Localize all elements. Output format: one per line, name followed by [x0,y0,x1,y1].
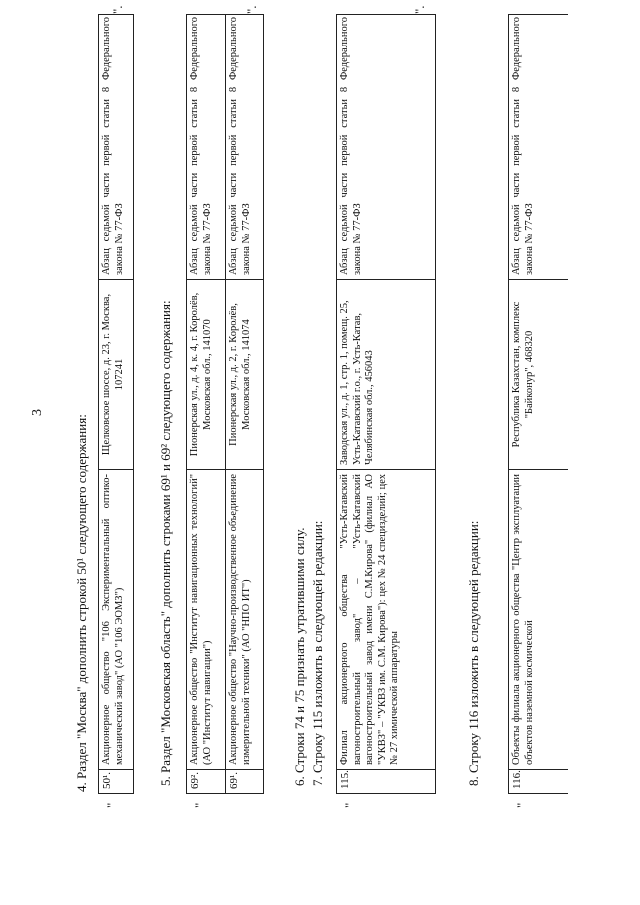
quote-close: ". [412,5,427,14]
item-6: 6. Строки 74 и 75 признать утратившими силу. [292,527,307,786]
item-7-heading: 7. Строку 115 изложить в следующей редакции: [310,520,325,786]
row-number: 115. [337,769,435,793]
item-5-heading: 5. Раздел "Московская область" дополнить строками 69¹ и 69² следующего содержания: [158,300,173,786]
legal-basis: Абзац седьмой части первой статьи 8 Федерального закона № 77-ФЗ [101,17,125,275]
org-name: Объекты филиала акционерного общества "Центр эксплуатации объектов наземной космической [509,469,568,769]
org-name: Акционерное общество "106 Экспериментальный оптико-механический завод" (АО "106 ЭОМЗ") [99,469,133,769]
org-address: Пионерская ул., д. 4, к. 4, г. Королёв, Московская обл., 141070 [187,279,263,469]
legal-basis: Абзац седьмой части первой статьи 8 Федерального закона № 77-ФЗ [189,17,213,275]
legal-basis: Абзац седьмой части первой статьи 8 Федерального закона № 77-ФЗ [339,17,363,275]
table-115 [336,14,436,794]
org-name: Филиал акционерного общества "Усть-Катавский вагоностроительный завод" – "Усть-Катавский вагоностроительный завод имени С.М.Кирова" (филиал АО "УКВЗ" – "УКВЗ им. С.М. Кирова"): цех № 24 специзделий; цех № 27 химической аппаратуры [337,469,435,769]
org-address: Заводская ул., д. 1, стр. 1, помещ. 25, Усть-Катавский г.о., г. Усть-Катав, Челябинская обл., 456043 [337,279,435,469]
item-4-heading: 4. Раздел "Москва" дополнить строкой 50¹ следующего содержания: [74,414,89,792]
quote-close: ". [244,5,259,14]
table-mo-row-2 [225,14,264,794]
row-number: 50¹. [99,769,133,793]
org-name: Акционерное общество "Научно-производственное объединение измерительной техники" (АО "НПО ИТ") [226,469,263,769]
legal-basis: Абзац седьмой части первой статьи 8 Федерального закона № 77-ФЗ [511,17,535,275]
rotated-document [16,0,576,814]
org-name: Акционерное общество "Институт навигационных технологий" (АО "Институт навигации") [187,469,263,769]
item-8-heading: 8. Строку 116 изложить в следующей редакции: [466,520,481,786]
table-moscow [98,14,134,794]
row-number: 116. [509,769,568,793]
legal-basis: Абзац седьмой части первой статьи 8 Федерального закона № 77-ФЗ [228,17,252,275]
org-address: Щелковское шоссе, д. 23, г. Москва, 107241 [99,279,133,469]
quote-close: ". [110,5,125,14]
org-address: Республика Казахстан, комплекс "Байконур", 468320 [509,279,568,469]
table-116 [508,14,568,794]
org-address: Пионерская ул., д. 2, г. Королёв, Московская обл., 141074 [226,279,263,469]
row-number: 69¹. [226,769,263,793]
row-number: 69². [187,769,263,793]
quote-open: " [104,802,119,808]
quote-open: " [192,802,207,808]
quote-open: " [514,802,529,808]
page-number: 3 [30,409,45,416]
quote-open: " [342,802,357,808]
